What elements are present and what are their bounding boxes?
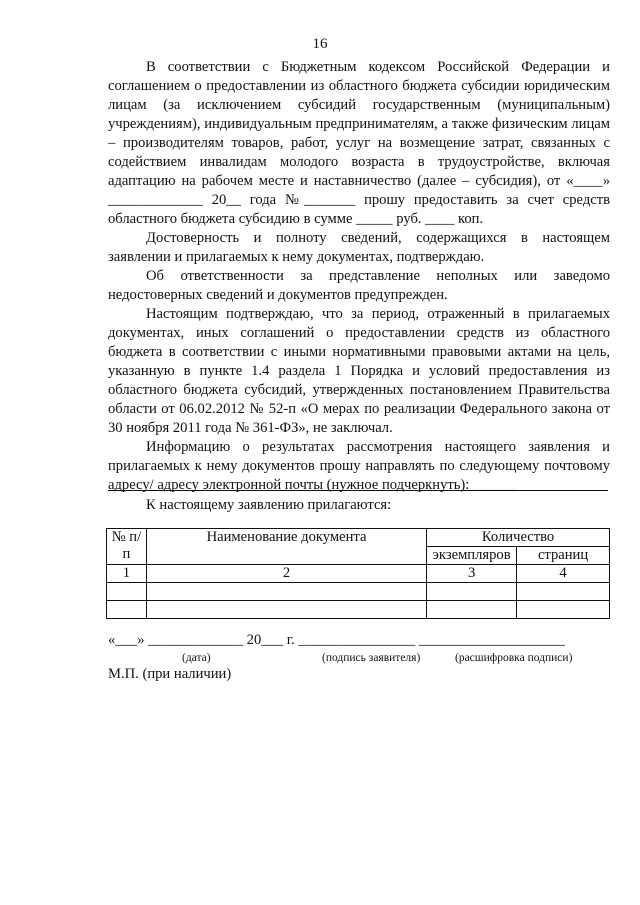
paragraph-confirmation: Настоящим подтверждаю, что за период, отраженный в прилагаемых документах, иных соглашений о предоставлении средств из областного бюджета в соответствии с иными нормативными правовыми актами на цель, указанную в пункте 1.4 раздела 1 Порядка и условий предоставления из областного бюджета субсидий, утвержденных постановлением Правительства области от 06.02.2012 № 52-п «О мерах по реализации Федерального закона от 30 ноября 2011 года № 361-ФЗ», не заключал.: [108, 306, 610, 436]
address-blank-line: [108, 490, 608, 491]
index-cell: 4: [517, 565, 610, 583]
table-cell: [517, 583, 610, 601]
paragraph-reliability: Достоверность и полноту сведений, содержащихся в настоящем заявлении и прилагаемых к нему документах, подтверждаю.: [108, 230, 610, 265]
table-header-row: [107, 529, 610, 547]
table-cell: [107, 583, 147, 601]
table-cell: [427, 601, 517, 619]
table-row: [107, 583, 610, 601]
page-number: 16: [312, 36, 328, 52]
caption-decoding: (расшифровка подписи): [455, 652, 573, 664]
caption-date: (дата): [182, 652, 211, 664]
paragraph-responsibility: Об ответственности за представление неполных или заведомо недостоверных сведений и документов предупрежден.: [108, 268, 610, 303]
header-number: № п/п: [107, 529, 147, 565]
application-body: [108, 58, 610, 495]
header-document-name: Наименование документа: [146, 529, 426, 565]
table-cell: [146, 583, 426, 601]
header-pages: страниц: [517, 547, 610, 565]
index-cell: 2: [146, 565, 426, 583]
table-cell: [107, 601, 147, 619]
paragraph-address: Информацию о результатах рассмотрения настоящего заявления и прилагаемых к нему документов прошу направлять по следующему почтовому адресу/ адресу электронной почты (нужное подчеркнуть): ______: [108, 439, 610, 493]
signature-line: «___» _____________ 20___ г. ________________ ____________________: [108, 632, 565, 648]
table-cell: [517, 601, 610, 619]
attachments-intro: К настоящему заявлению прилагаются:: [146, 497, 392, 513]
index-cell: 1: [107, 565, 147, 583]
table-row: [107, 601, 610, 619]
paragraph-request: В соответствии с Бюджетным кодексом Российской Федерации и соглашением о предоставлении из областного бюджета субсидии юридическим лицам (за исключением субсидий государственным (муниципальным) учреждениям), индивидуальным предпринимателям, а также физическим лицам – производителям товаров, работ, услуг на возмещение затрат, связанных с содействием инвалидам молодого возраста в трудоустройстве, включая адаптацию на рабочем месте и наставничество (далее – субсидия), от «____» _____________ 20__ года №_______ прошу предоставить за счет средств областного бюджета субсидию в сумме _____ руб. ____ коп.: [108, 59, 610, 227]
table-index-row: [107, 565, 610, 583]
index-cell: 3: [427, 565, 517, 583]
caption-signature: (подпись заявителя): [322, 652, 421, 664]
table-cell: [146, 601, 426, 619]
table-cell: [427, 583, 517, 601]
attachments-table: [106, 528, 610, 619]
header-copies: экземпляров: [427, 547, 517, 565]
header-quantity: Количество: [427, 529, 610, 547]
stamp-note: М.П. (при наличии): [108, 666, 232, 682]
